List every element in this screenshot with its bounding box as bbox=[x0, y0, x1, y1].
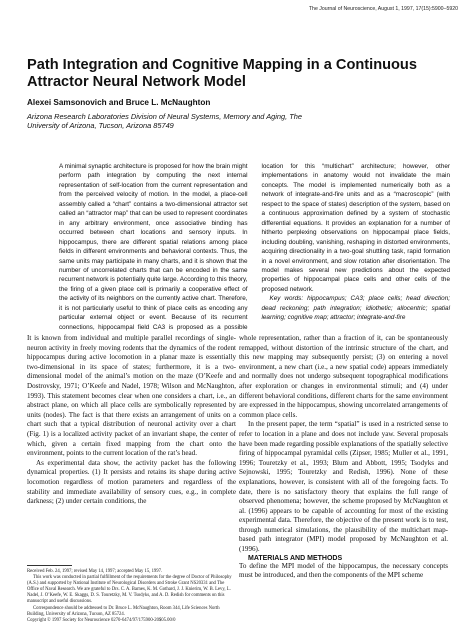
intro-paragraph: It is known from individual and multiple parallel recordings of single-neuron activity in freely moving rodents that the dynamics of the rodent hippocampus during active locomotion in a planar maze is essentially two-dimensional in its space of states; furthermore, it is a two-dimensional model of the animal’s motion on the maze (O’Keefe and Dostrovsky, 1971; O’Keefe and Nadel, 1978; Wilson and McNaughton, 1993). This statement becomes clear when one considers a chart, i.e., an abstract plane, on which all place cells are symbolically represented by units (nodes). The fact is that there exists an arrangement of units on a chart such that a typical distribution of neuronal activity over a chart (Fig. 1) is a localized activity packet of an invariant shape, the center of which, given a certain fixed mapping from the chart onto the environment, points to the current location of the rat’s head. bbox=[27, 334, 236, 458]
footnote-rule bbox=[27, 565, 72, 566]
footnote-received: Received Feb. 24, 1997; revised May 14, 1997; accepted May 15, 1997. bbox=[27, 569, 163, 574]
article-title: Path Integration and Cognitive Mapping in a Continuous Attractor Neural Network Model bbox=[27, 57, 417, 90]
author-affiliation: Arizona Research Laboratories Division of Neural Systems, Memory and Aging, The University of Arizona, Tucson, Arizona 85749 bbox=[27, 112, 302, 131]
footnote-support: This work was conducted in partial fulfillment of the requirements for the degree of Doctor of Philosophy (A.S.) and supported by National Institute of Neurological Disorders and Stroke Grant NS20331 and The Office of Naval Research. We are grateful to Drs. C. A. Barnes, K. M. Gothard, J. J. Knierim, W. B. Levy, L. Nadel, J. O’Keefe, W. E. Skaggs, D. S. Touretzky, M. V. Tsodyks, and A. D. Redish for comments on this manuscript and useful discussions. bbox=[27, 575, 232, 605]
abstract-text: A minimal synaptic architecture is proposed for how the brain might perform path integration by computing the next internal representation of self-location from the current representation and from the perceived velocity of motion. In the model, a place-cell assembly called a “chart” contains a two-dimensional attractor set called an “attractor map” that can be used to represent coordinates in any arbitrary environment, once associative binding has occurred between chart locations and sensory inputs. In hippocampus, there are different spatial relations among place fields in different environments and behavioral contexts. Thus, the same units may participate in many charts, and it is shown that the number of uncorrelated charts that can be encoded in the same recurrent network is potentially quite large. According to this theory, the firing of a given place cell is primarily a cooperative effect of the activity of its neighbors on the currently active chart. Therefore, it is not particularly useful to think of place cells as encoding any particular external object or event. Because of its recurrent connections, hippocampal field CA3 is proposed as a possible location for this “multichart” architecture; however, other implementations in anatomy would not invalidate the main concepts. The model is implemented numerically both as a network of integrate-and-fire units and as a “macroscopic” (with respect to the space of states) description of the system, based on a continuous approximation defined by a system of stochastic differential equations. It provides an explanation for a number of hitherto perplexing observations on hippocampal place fields, including doubling, vanishing, reshaping in distorted environments, acquiring directionality in a two-goal shuttling task, rapid formation in a novel environment, and slow rotation after disorientation. The model makes several new predictions about the expected properties of hippocampal place cells and other cells of the proposed network. bbox=[59, 163, 450, 331]
footnote-copyright: Copyright © 1997 Society for Neuroscience 0270-6474/97/175900-20$05.00/0 bbox=[27, 617, 176, 623]
abstract-keywords bbox=[262, 294, 451, 322]
body-column-left bbox=[27, 334, 236, 570]
author-list: Alexei Samsonovich and Bruce L. McNaughton bbox=[27, 98, 211, 107]
journal-header: The Journal of Neuroscience, August 1, 1997, 17(15):5900–5920 bbox=[308, 6, 458, 12]
abstract bbox=[59, 162, 450, 332]
section-heading: MATERIALS AND METHODS bbox=[248, 554, 343, 562]
keywords-list: hippocampus; CA3; place cells; head direction; dead reckoning; path integration; idiothetic; allocentric; spatial learning; cognitive map; attractor; integrate-and-fire bbox=[261, 295, 450, 322]
keywords-label: Key words: bbox=[269, 295, 304, 303]
body-paragraph: As experimental data show, the activity packet has the following dynamical properties. (1) It persists and retains its shape during active locomotion regardless of motion parameters and regardless of the stability and immediate availability of sensory cues, e.g., in complete darkness; (2) under certain conditions, the bbox=[27, 458, 236, 506]
footnote-correspondence: Correspondence should be addressed to Dr. Bruce L. McNaughton, Room 344, Life Sciences North Building, University of Arizona, Tucson, AZ 85724. bbox=[27, 605, 220, 617]
body-paragraph: whole representation, rather than a fraction of it, can be spontaneously remapped, without distortion of the intrinsic structure of the chart, and this new mapping may subsequently persist; (3) on entering a novel environment, a new chart (i.e., a new spatial code) appears immediately and normally does not undergo subsequent topographical modifications after exploration or changes in environmental stimuli; and (4) under different behavioral conditions, different charts for the same environment are expressed in the hippocampus, showing uncorrelated arrangements of common place cells. bbox=[239, 334, 448, 419]
body-paragraph: To define the MPI model of the hippocampus, the necessary concepts must be introduced, and then the components of the MPI scheme bbox=[239, 561, 448, 580]
body-column-right bbox=[239, 334, 448, 581]
body-paragraph: In the present paper, the term “spatial” is used in a restricted sense to refer to location in a plane and does not include yaw. Several proposals have been made regarding possible explanations of the spatially selective firing of hippocampal pyramidal cells (Zipser, 1985; Muller et al., 1991, 1996; Touretzky et al., 1993; Blum and Abbott, 1995; Tsodyks and Sejnowski, 1995; Touretzky and Redish, 1996). None of these explanations, however, is consistent with all of the foregoing facts. To date, there is no satisfactory theory that explains the full range of observed phenomena; however, the scheme proposed by McNaughton et al. (1996) appears to be capable of accounting for most of the existing experimental data. Therefore, the objective of the present work is to test, through numerical simulations, the plausibility of the multichart map-based path integrator (MPI) model proposed by McNaughton et al. (1996). bbox=[239, 420, 448, 554]
